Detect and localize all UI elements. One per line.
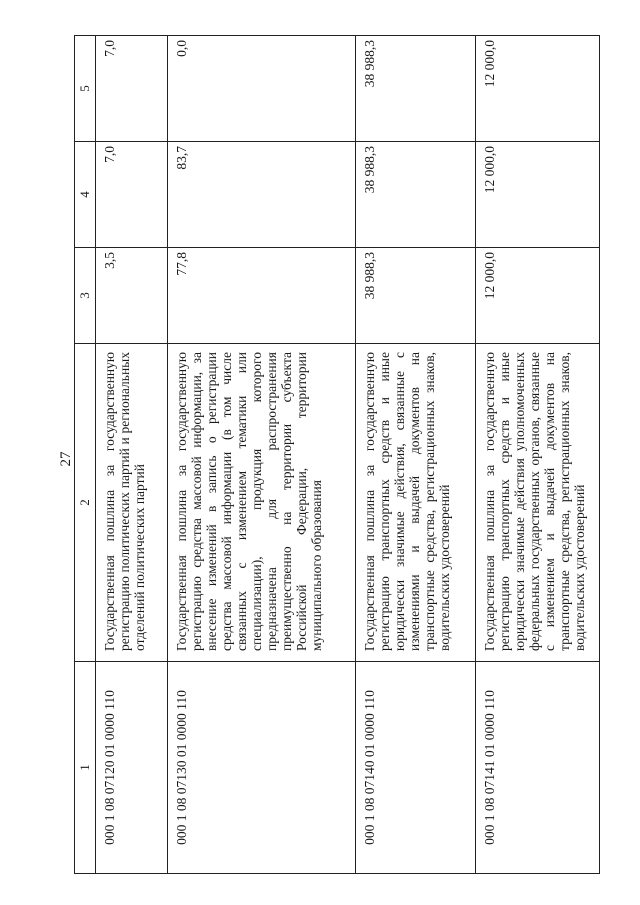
value-cell-col3: 77,8	[168, 248, 356, 344]
value-cell-col5: 38 988,3	[356, 36, 476, 142]
value-cell-col4: 7,0	[96, 142, 168, 248]
value-cell-col4: 83,7	[168, 142, 356, 248]
description-cell: Государственная пошлина за государственную регистрацию средства массовой информации, за внесение изменений в запись о регистрации средства массовой информации (в том числе связанных с изменением тематики или специализации), продукция которого предназначена для распространения преимущественно на территории субъекта Российской Федерации, территории муниципального образования	[168, 344, 356, 662]
budget-code-cell: 000 1 08 07120 01 0000 110	[96, 662, 168, 874]
column-header-4: 4	[75, 142, 96, 248]
table-row	[96, 36, 168, 874]
description-cell: Государственная пошлина за государственную регистрацию транспортных средств и иные юридически значимые действия уполномоченных федеральных государственных органов, связанные с изменением и выдачей документов на транспортные средства, регистрационных знаков, водительских удостоверений	[476, 344, 600, 662]
table-row	[476, 36, 600, 874]
budget-table	[74, 35, 600, 874]
budget-code-cell: 000 1 08 07130 01 0000 110	[168, 662, 356, 874]
value-cell-col4: 12 000,0	[476, 142, 600, 248]
page-number: 27	[58, 451, 74, 467]
value-cell-col3: 38 988,3	[356, 248, 476, 344]
value-cell-col5: 7,0	[96, 36, 168, 142]
value-cell-col3: 12 000,0	[476, 248, 600, 344]
column-header-3: 3	[75, 248, 96, 344]
header-row	[75, 36, 96, 874]
table-row	[168, 36, 356, 874]
column-header-1: 1	[75, 662, 96, 874]
budget-code-cell: 000 1 08 07140 01 0000 110	[356, 662, 476, 874]
value-cell-col3: 3,5	[96, 248, 168, 344]
column-header-5: 5	[75, 36, 96, 142]
description-cell: Государственная пошлина за государственную регистрацию политических партий и региональных отделений политических партий	[96, 344, 168, 662]
value-cell-col5: 0,0	[168, 36, 356, 142]
column-header-2: 2	[75, 344, 96, 662]
description-cell: Государственная пошлина за государственную регистрацию транспортных средств и иные юридически значимые действия, связанные с изменениями и выдачей документов на транспортные средства, регистрационных знаков, водительских удостоверений	[356, 344, 476, 662]
budget-code-cell: 000 1 08 07141 01 0000 110	[476, 662, 600, 874]
table-row	[356, 36, 476, 874]
value-cell-col4: 38 988,3	[356, 142, 476, 248]
value-cell-col5: 12 000,0	[476, 36, 600, 142]
